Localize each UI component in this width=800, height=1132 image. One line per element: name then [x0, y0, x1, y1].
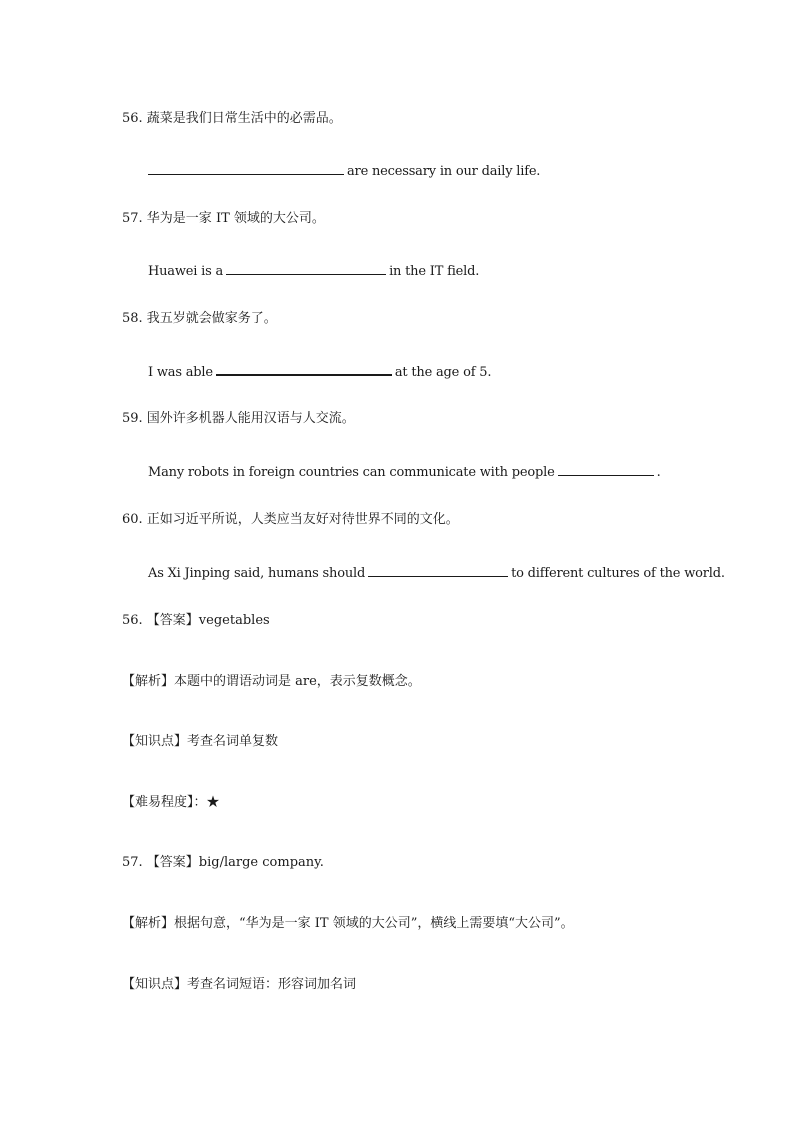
question-59-english: [148, 461, 661, 482]
question-58-english: [148, 360, 491, 382]
answer-blank-57[interactable]: [226, 260, 386, 275]
question-57-lead: Huawei is a: [148, 264, 224, 279]
question-60-tail: to different cultures of the world.: [511, 566, 725, 581]
analysis-57: 【解析】根据句意，“华为是一家 IT 领域的大公司”，横线上需要填“大公司”。: [122, 916, 574, 931]
question-58-lead: I was able: [148, 365, 213, 380]
knowledge-point-57: 【知识点】考查名词短语：形容词加名词: [122, 977, 357, 992]
answer-blank-60[interactable]: [368, 562, 508, 577]
answer-56: 56. 【答案】vegetables: [122, 613, 270, 628]
question-56-chinese: 56. 蔬菜是我们日常生活中的必需品。: [122, 111, 342, 126]
question-57-chinese: 57. 华为是一家 IT 领域的大公司。: [122, 211, 325, 226]
question-60-lead: As Xi Jinping said, humans should: [148, 566, 366, 581]
answer-blank-59[interactable]: [558, 461, 654, 476]
answer-blank-58[interactable]: [216, 360, 392, 376]
question-57-english: [148, 260, 479, 281]
analysis-56: 【解析】本题中的谓语动词是 are，表示复数概念。: [122, 674, 421, 689]
question-59-tail: .: [656, 465, 661, 480]
question-58-chinese: 58. 我五岁就会做家务了。: [122, 311, 277, 326]
answer-57: 57. 【答案】big/large company.: [122, 855, 324, 870]
question-59-lead: Many robots in foreign countries can communicate with people: [148, 465, 555, 480]
question-60-chinese: 60. 正如习近平所说，人类应当友好对待世界不同的文化。: [122, 512, 459, 527]
question-57-tail: in the IT field.: [389, 264, 480, 279]
question-56-tail: are necessary in our daily life.: [347, 164, 541, 179]
question-56-english: [148, 160, 540, 181]
question-59-chinese: 59. 国外许多机器人能用汉语与人交流。: [122, 411, 355, 426]
question-58-tail: at the age of 5.: [394, 365, 492, 380]
answer-blank-56[interactable]: [148, 160, 344, 175]
question-60-english: [148, 562, 725, 583]
knowledge-point-56: 【知识点】考查名词单复数: [122, 734, 279, 749]
difficulty-56: 【难易程度】：★: [122, 795, 220, 810]
